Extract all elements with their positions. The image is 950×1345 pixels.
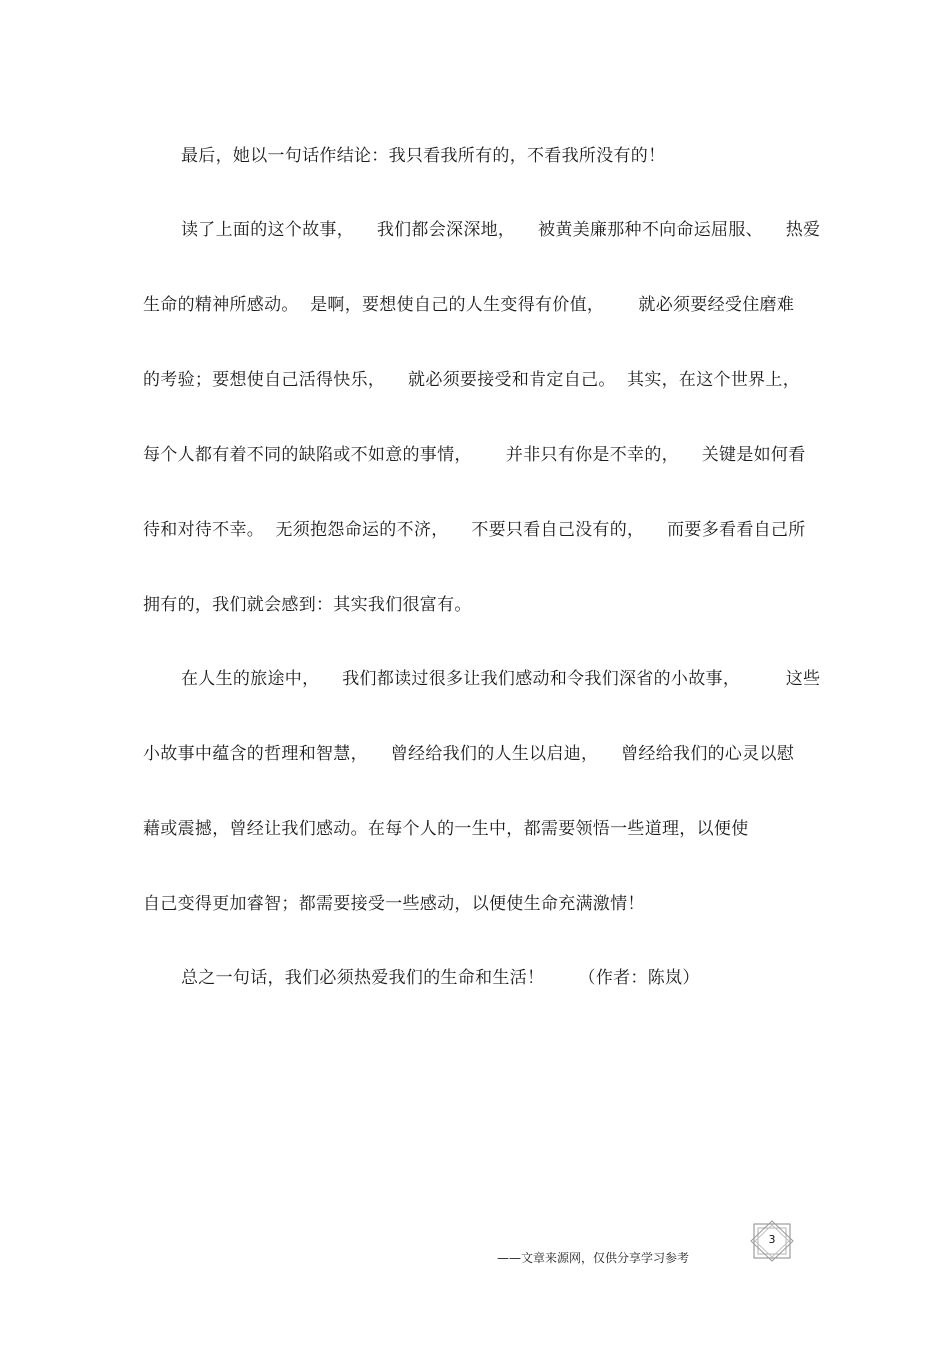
text-line-12: 总之一句话，我们必须热爱我们的生命和生活！ （作者：陈岚） (181, 968, 700, 988)
text-line-10: 藉或震撼，曾经让我们感动。在每个人的一生中，都需要领悟一些道理，以便使 (143, 819, 749, 839)
text-line-6: 待和对待不幸。 无须抱怨命运的不济， 不要只看自己没有的， 而要多看看自己所 (143, 520, 806, 540)
text-line-7: 拥有的，我们就会感到：其实我们很富有。 (143, 595, 472, 615)
source-note: ——文章来源网，仅供分享学习参考 (497, 1251, 690, 1265)
page-number-badge (748, 1220, 796, 1262)
text-line-5: 每个人都有着不同的缺陷或不如意的事情， 并非只有你是不幸的， 关键是如何看 (143, 445, 806, 465)
text-line-1: 最后，她以一句话作结论：我只看我所有的，不看我所没有的！ (181, 146, 666, 166)
text-line-11: 自己变得更加睿智；都需要接受一些感动，以便使生命充满激情！ (143, 894, 645, 914)
text-line-2: 读了上面的这个故事， 我们都会深深地， 被黄美廉那种不向命运屈服、 热爱 (181, 220, 821, 240)
page-number: 3 (768, 1233, 776, 1246)
text-line-9: 小故事中蕴含的哲理和智慧， 曾经给我们的人生以启迪， 曾经给我们的心灵以慰 (143, 744, 795, 764)
text-line-8: 在人生的旅途中， 我们都读过很多让我们感动和令我们深省的小故事， 这些 (181, 669, 821, 689)
text-line-4: 的考验；要想使自己活得快乐， 就必须要接受和肯定自己。 其实，在这个世界上， (143, 370, 801, 390)
text-line-3: 生命的精神所感动。 是啊，要想使自己的人生变得有价值， 就必须要经受住磨难 (143, 295, 795, 315)
